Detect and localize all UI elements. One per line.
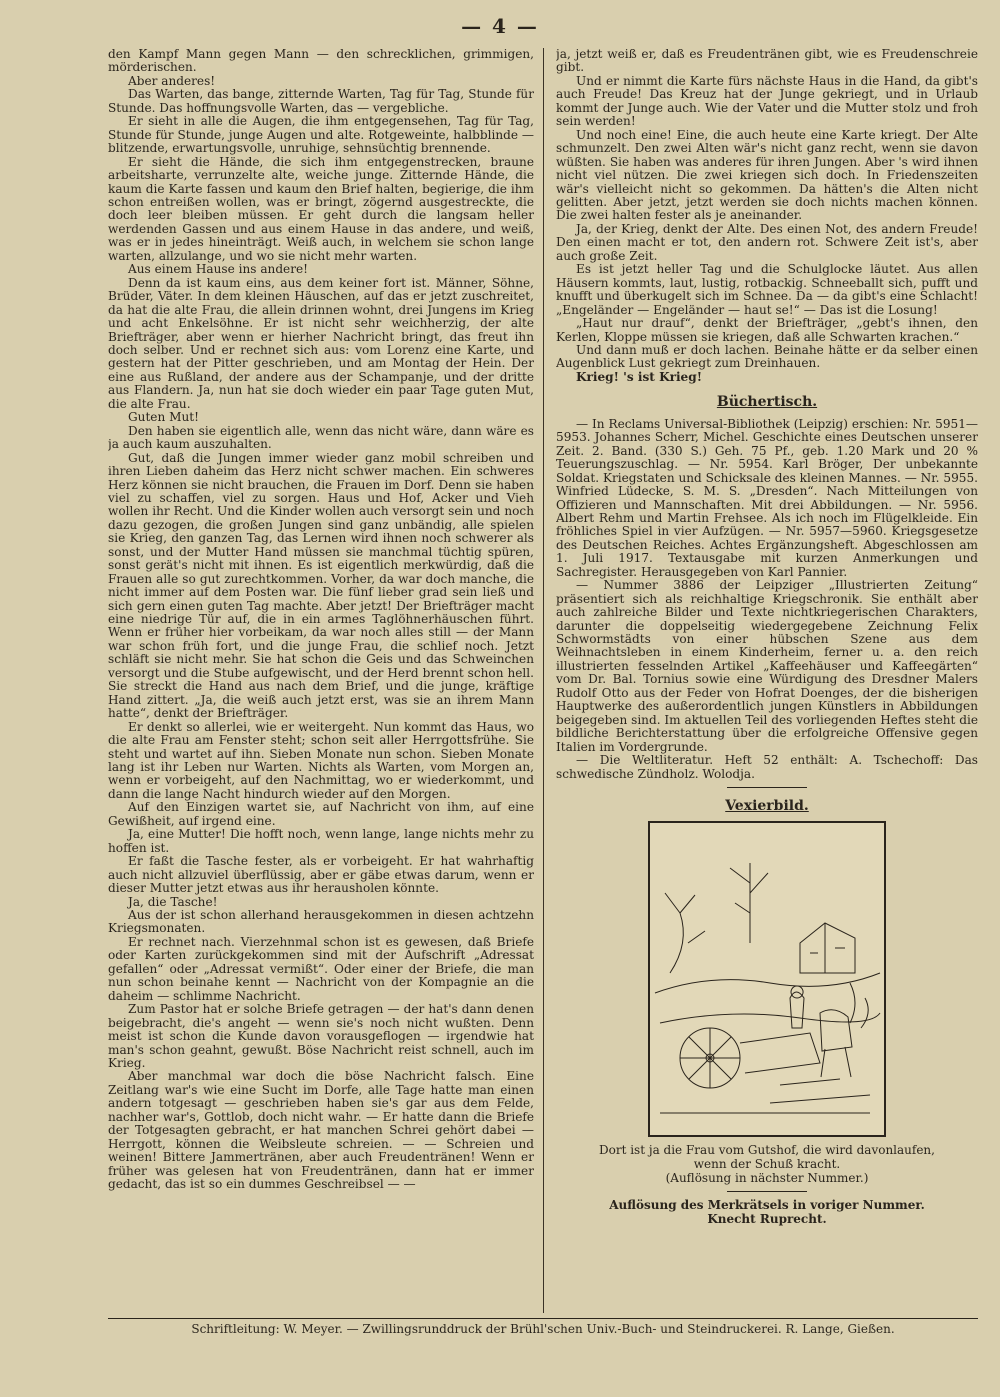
puzzle-illustration xyxy=(650,823,884,1135)
paragraph: Er denkt so allerlei, wie er weitergeht. Nun kommt das Haus, wo die alte Frau am Fenster steht; schon seit aller Herrgottsfrühe. Sie steht und wartet auf ihn. Sieben Monate nun schon. Sieben Monate lang ist ihr Leben nur Warten. Nichts als Warten, vom Morgen an, wenn er vorbeigeht, auf den Nachmittag, wo er wiederkommt, und dann die lange Nacht hindurch wieder auf den Morgen. xyxy=(108,719,534,801)
paragraph: Gut, daß die Jungen immer wieder ganz mobil schreiben und ihren Lieben daheim das Herz nicht schwer machen. Ein schweres Herz können sie nicht brauchen, die Frauen im Dorf. Denn sie haben viel zu schaffen, viel zu sorgen. Haus und Hof, Acker und Vieh wollen ihr Recht. Und die Kinder wollen auch versorgt sein und noch dazu gezogen, die großen Jungen sind ganz unbändig, alle spielen sie Krieg, den ganzen Tag, das Lernen wird ihnen noch schwerer als sonst, und der Mutter Hand müssen sie manchmal tüchtig spüren, sonst gerät's nicht mit ihnen. Es ist eigentlich merkwürdig, daß die Frauen alle so gut zurechtkommen. Vorher, da war doch manche, die nicht immer auf dem Posten war. Die fünf lieber grad sein ließ und sich gern einen guten Tag machte. Aber jetzt! Der Briefträger macht eine niedrige Tür auf, die in ein armes Taglöhnerhäuschen führt. Wenn er früher hier vorbeikam, da war noch alles still — der Mann war schon früh fort, und die junge Frau, die schlief noch. Jetzt schläft sie nicht mehr. Sie hat schon die Geis und das Schweinchen versorgt und die Stube aufgewischt, und der Herd brennt schon hell. Sie streckt die Hand aus nach dem Brief, und die junge, kräftige Hand zittert. „Ja, die weiß auch jetzt erst, was sie an ihrem Mann hatte“, denkt der Briefträger. xyxy=(108,450,534,721)
puzzle-caption-line: Dort ist ja die Frau vom Gutshof, die wird davonlaufen, xyxy=(599,1143,935,1158)
column-divider xyxy=(543,48,544,1313)
paragraph: Ja, eine Mutter! Die hofft noch, wenn lange, lange nichts mehr zu hoffen ist. xyxy=(108,827,534,855)
left-column xyxy=(108,48,534,1313)
paragraph: Aus einem Hause ins andere! xyxy=(128,262,309,277)
book-notice: — In Reclams Universal-Bibliothek (Leipzig) erschien: Nr. 5951—5953. Johannes Scherr, Michel. Geschichte eines Deutschen unserer Zeit. 2. Band. (330 S.) Geh. 75 Pf., geb. 1.20 Mark und 20 % Teuerungszuschlag. — Nr. 5954. Karl Bröger, Der unbekannte Soldat. Kriegstaten und Schicksale des kleinen Mannes. — Nr. 5955. Winfried Lüdecke, S. M. S. „Dresden“. Nach Mitteilungen von Offizieren und Mannschaften. Mit drei Abbildungen. — Nr. 5956. Albert Rehm und Martin Frehsee. Als ich noch im Flügelkleide. Ein fröhliches Spiel in vier Aufzügen. — Nr. 5957—5960. Kriegsgesetze des Deutschen Reiches. Achtes Ergänzungsheft. Abgeschlossen am 1. Juli 1917. Textausgabe mit kurzen Anmerkungen und Sachregister. Herausgegeben von Karl Pannier. xyxy=(556,416,978,579)
solution-line: Knecht Ruprecht. xyxy=(707,1212,827,1227)
right-column xyxy=(556,48,978,1313)
divider xyxy=(727,1191,807,1192)
paragraph: Und noch eine! Eine, die auch heute eine Karte kriegt. Der Alte schmunzelt. Den zwei Alten wär's nicht ganz recht, wenn sie davon wüßten. Sie haben was anderes für ihren Jungen. Aber 's wird ihnen nicht viel nützen. Die zwei kriegen sich doch. In Friedenszeiten wär's vielleicht nicht so gekommen. Da hätten's die Alten nicht gelitten. Aber jetzt, jetzt werden sie doch nichts machen können. Die zwei halten fester als je aneinander. xyxy=(556,127,978,223)
story-end: Krieg! 's ist Krieg! xyxy=(576,369,703,384)
paragraph: „Haut nur drauf“, denkt der Briefträger, „gebt's ihnen, den Kerlen, Kloppe müssen sie kriegen, daß alle Schwarten krachen.“ xyxy=(556,316,978,344)
puzzle-caption-line: (Auflösung in nächster Nummer.) xyxy=(665,1171,869,1186)
paragraph: Guten Mut! xyxy=(128,410,199,425)
footer-divider xyxy=(108,1318,978,1319)
paragraph: Aus der ist schon allerhand herausgekommen in diesen achtzehn Kriegsmonaten. xyxy=(108,908,534,936)
paragraph: ja, jetzt weiß er, daß es Freudentränen gibt, wie es Freudenschreie gibt. xyxy=(556,48,978,75)
books-section-title: Büchertisch. xyxy=(716,394,818,411)
imprint-footer: Schriftleitung: W. Meyer. — Zwillingsrunddruck der Brühl'schen Univ.-Buch- und Steindruckerei. R. Lange, Gießen. xyxy=(191,1322,895,1336)
paragraph: Ja, die Tasche! xyxy=(128,894,218,909)
paragraph: Ja, der Krieg, denkt der Alte. Des einen Not, des andern Freude! Den einen macht er tot, den andern rot. Schwere Zeit ist's, aber auch große Zeit. xyxy=(556,221,978,263)
book-notice: — Die Weltliteratur. Heft 52 enthält: A. Tschechoff: Das schwedische Zündholz. Wolodja. xyxy=(556,753,978,781)
paragraph: Aber manchmal war doch die böse Nachricht falsch. Eine Zeitlang war's wie eine Sucht im Dorfe, alle Tage hatte man einen andern totgesagt — geschrieben haben sie's gar aus dem Felde, nachher war's, Gottlob, doch nicht wahr. — Er hatte dann die Briefe der Totgesagten gebracht, er hat manchen Schrei gehört dabei — Herrgott, können die Weibsleute schreien. — — Schreien und weinen! Bittere Jammertränen, aber auch Freudentränen! Wenn er früher was gelesen hat von Freudentränen, dann hat er immer gedacht, das ist so ein dummes Geschreibsel — — xyxy=(108,1069,534,1192)
divider xyxy=(727,787,807,788)
book-notice: — Nummer 3886 der Leipziger „Illustrierten Zeitung“ präsentiert sich als reichhaltige Kriegschronik. Sie enthält aber auch zahlreiche Bilder und Texte nichtkriegerischen Charakters, darunter die doppelseitig wiedergegebene Zeichnung Felix Schwormstädts von einer hübschen Szene aus dem Weihnachtsleben in einem Kinderheim, ferner u. a. den reich illustrierten fesselnden Artikel „Kaffeehäuser und Kaffeegärten“ vom Dr. Bal. Tornius sowie eine Würdigung des Dresdner Malers Rudolf Otto aus der Feder von Hofrat Doenges, der die bisherigen Hauptwerke des außerordentlich jungen Künstlers in Abbildungen beigegeben sind. Im aktuellen Teil des vorliegenden Heftes steht die bildliche Berichterstattung über die erfolgreiche Offensive gegen Italien im Vordergrunde. xyxy=(556,578,978,754)
paragraph: Zum Pastor hat er solche Briefe getragen — der hat's dann denen beigebracht, die's angeht — wenn sie's noch nicht wußten. Denn meist ist schon die Kunde davon vorausgeflogen — irgendwie hat man's schon geahnt, gewußt. Böse Nachricht reist schnell, auch im Krieg. xyxy=(108,1002,534,1070)
puzzle-section-title: Vexierbild. xyxy=(725,798,809,815)
puzzle-caption-line: wenn der Schuß kracht. xyxy=(693,1157,841,1172)
paragraph: Den haben sie eigentlich alle, wenn das nicht wäre, dann wäre es ja auch kaum auszuhalten. xyxy=(108,423,534,452)
paragraph: Und dann muß er doch lachen. Beinahe hätte er da selber einen Augenblick Lust gekriegt zum Dreinhauen. xyxy=(556,342,978,371)
paragraph: Auf den Einzigen wartet sie, auf Nachricht von ihm, auf eine Gewißheit, auf irgend eine. xyxy=(108,800,534,828)
paragraph: Er faßt die Tasche fester, als er vorbeigeht. Er hat wahrhaftig auch nicht allzuviel überflüssig, aber er gäbe etwas darum, wenn er dieser Mutter jetzt etwas aus ihr herausholen könnte. xyxy=(108,854,534,896)
puzzle-picture xyxy=(648,821,886,1137)
paragraph: Er rechnet nach. Vierzehnmal schon ist es gewesen, daß Briefe oder Karten zurückgekommen sind mit der Aufschrift „Adressat gefallen“ oder „Adressat vermißt“. Oder einer der Briefe, die man nun schon beinahe kennt — Nachricht von der Kompagnie an die daheim — schlimme Nachricht. xyxy=(108,934,534,1003)
paragraph: Er sieht die Hände, die sich ihm entgegenstrecken, braune arbeitsharte, verrunzelte alte, weiche junge. Zitternde Hände, die kaum die Karte fassen und kaum den Brief halten, begierige, die ihm schon entreißen wollen, was er bringt, zögernd ausgestreckte, die doch leer bleiben müssen. Er geht durch die langsam heller werdenden Gassen und aus einem Hause in das andere, und weiß, was er in jedes hineinträgt. Weiß auch, in welchem sie schon lange warten, allzulange, und wo sie nicht mehr warten. xyxy=(108,154,534,263)
solution-line: Auflösung des Merkrätsels in voriger Nummer. xyxy=(609,1198,925,1213)
paragraph: Aber anderes! xyxy=(128,73,216,88)
page-number: — 4 — xyxy=(461,14,539,38)
paragraph: Es ist jetzt heller Tag und die Schulglocke läutet. Aus allen Häusern kommts, laut, lustig, rotbackig. Schneeballt sich, pufft und knufft und überkugelt sich im Schnee. Da — da gibt's eine Schlacht! „Engeländer — Engeländer — haut se!“ — Das ist die Losung! xyxy=(556,262,978,317)
paragraph: Das Warten, das bange, zitternde Warten, Tag für Tag, Stunde für Stunde. Das hoffnungsvolle Warten, das — vergebliche. xyxy=(108,87,534,115)
paragraph: Und er nimmt die Karte fürs nächste Haus in die Hand, da gibt's auch Freude! Das Kreuz hat der Junge gekriegt, und in Urlaub kommt der Junge auch. Wie der Vater und die Mutter stolz und froh sein werden! xyxy=(556,73,978,129)
paragraph: Denn da ist kaum eins, aus dem keiner fort ist. Männer, Söhne, Brüder, Väter. In dem kleinen Häuschen, auf das er jetzt zuschreitet, da hat die alte Frau, die allein drinnen wohnt, drei Jungens im Krieg und acht Enkelsöhne. Er ist nicht sehr weichherzig, der alte Briefträger, aber wenn er hierher Nachricht bringt, das freut ihn doch selber. Und er rechnet sich aus: vom Lorenz eine Karte, und gestern hat der Pitter geschrieben, und am Montag der Hein. Der eine aus Rußland, der andere aus der Schampanje, und der dritte aus Flandern. Ja, nun hat sie doch wieder ein paar Tage guten Mut, die alte Frau. xyxy=(108,275,534,411)
puzzle-caption xyxy=(556,1143,978,1185)
paragraph: den Kampf Mann gegen Mann — den schrecklichen, grimmigen, mörderischen. xyxy=(108,48,534,75)
paragraph: Er sieht in alle die Augen, die ihm entgegensehen, Tag für Tag, Stunde für Stunde, junge Augen und alte. Rotgeweinte, halbblinde — blitzende, erwartungsvolle, unruhige, sehnsüchtig brennende. xyxy=(108,114,534,156)
solution-note xyxy=(556,1198,978,1226)
